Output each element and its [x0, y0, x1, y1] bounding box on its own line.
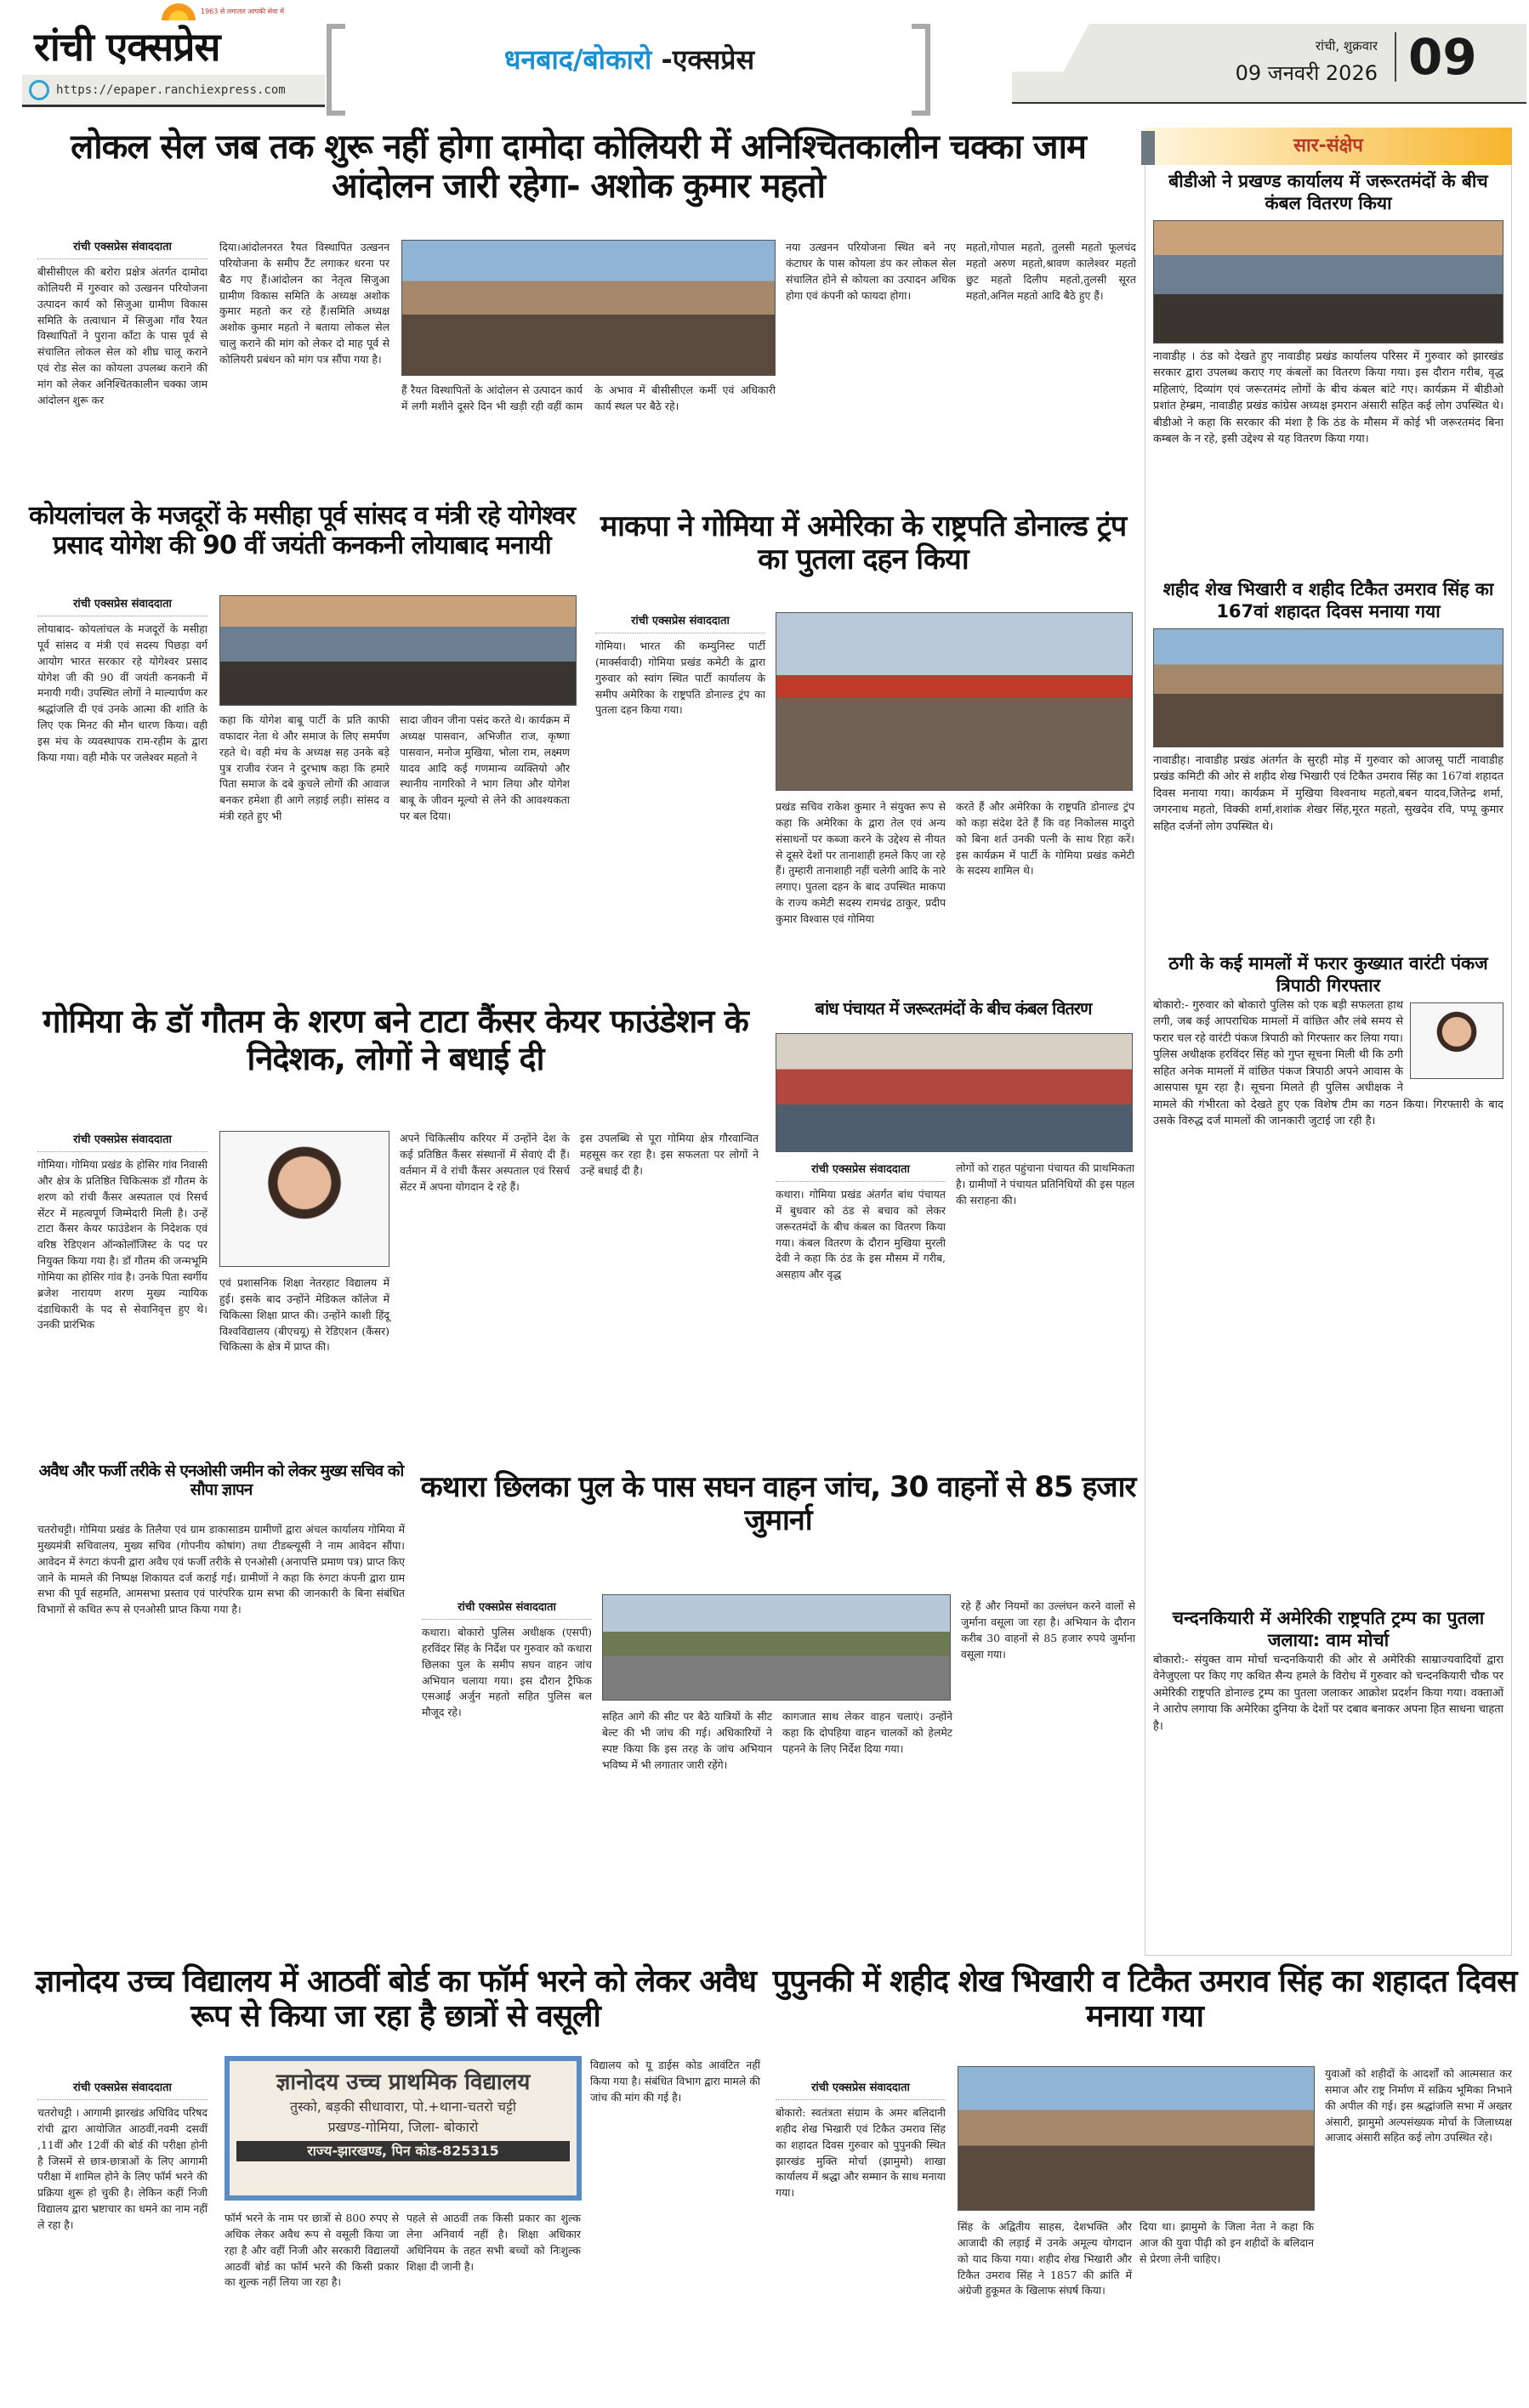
- article-5-photo: [776, 1033, 1133, 1152]
- sidebar-item-4-text: बोकारो:- संयुक्त वाम मोर्चा चन्दनकियारी की ओर से अमेरिकी साम्राज्यवादियों द्वारा वेनेजुएला पर किए गए कथित सैन्य हमले के विरोध में गुरुवार को चन्दनकियारी चौक पर अमेरिकी राष्ट्रपति डोनाल्ड ट्रम्प का पुतला जलाकर आक्रोश प्रदर्शन किया गया। वक्ताओं ने आरोप लगाया कि अमेरिका दुनिया के देशों पर दबाव बनाकर अपना हित साधना चाहता है।: [1153, 1653, 1503, 1733]
- city-day: रांची, शुक्रवार: [1315, 38, 1378, 54]
- article-3-photo: [776, 612, 1133, 791]
- article-6-text-4: रहे हैं और नियमों का उल्लंघन करने वालों से जुर्माना वसूला जा रहा है। अभियान के दौरान करीब 30 वाहनों से 85 हजार रुपये जुर्माना वसूला गया।: [961, 1599, 1135, 1661]
- article-2-col1: [37, 595, 207, 766]
- article-9-text-3: दिया था। झामुमो के जिला नेता ने कहा कि आज की युवा पीढ़ी को इन शहीदों के बलिदान से प्रेरणा लेनी चाहिए।: [1140, 2220, 1314, 2265]
- article-8-col1: [37, 2079, 207, 2234]
- sidebar-item-2: [1153, 578, 1503, 835]
- article-8-byline: रांची एक्सप्रेस संवाददाता: [37, 2079, 207, 2100]
- article-3-text-2: प्रखंड सचिव राकेश कुमार ने संयुक्त रूप से कहा कि अमेरिका के द्वारा तेल एवं अन्य संसाधनों पर कब्जा करने के उद्देश्य से नीयत से दूसरे देशों पर तानाशाही हमले किए जा रहे हैं। तुम्हारी तानाशाही नहीं चलेगी आदि के नारे लगाए। पुतला दहन के बाद उपस्थित माकपा के राज्य कमेटी सदस्य रामचंद्र ठाकुर, प्रदीप कुमार विश्वास एवं गोमिया: [776, 800, 946, 925]
- touch-link-icon: [29, 80, 49, 100]
- article-1-text-5: महतो,गोपाल महतो, तुलसी महतो फूलचंद महतो अरुण महतो,श्रावण कालेश्वर महतो छुट महतो दिलीप महतो,तुलसी सूरत महतो,अनिल महतो आदि बैठे हुए हैं।: [966, 241, 1136, 302]
- article-1-text-2: दिया।आंदोलनरत रैयत विस्थापित उत्खनन परियोजना के समीप टैंट लगाकर धरना पर बैठ गए हैं।आंदोलन का नेतृत्व सिजुआ ग्रामीण विकास समिति के अध्यक्ष अशोक कुमार महतो कर रहे हैं।समिति अध्यक्ष अशोक कुमार महतो ने बताया लोकल सेल चालु कराने की मांग को लेकर दो माह पूर्व से कोलियरी प्रबंधन को मांग पत्र सौंपा गया है।: [219, 241, 389, 366]
- article-1-photo: [401, 240, 776, 376]
- article-4-col1: [37, 1131, 207, 1333]
- article-5-headline[interactable]: बांध पंचायत में जरूरतमंदों के बीच कंबल वितरण: [815, 998, 1092, 1019]
- article-6-photo: [602, 1594, 951, 1701]
- issue-date: 09 जनवरी 2026: [1235, 61, 1378, 85]
- article-6-byline: रांची एक्सप्रेस संवाददाता: [422, 1599, 592, 1620]
- article-4-text-1: गोमिया। गोमिया प्रखंड के होसिर गांव निवासी और क्षेत्र के प्रतिष्ठित चिकित्सक डॉ गौतम के शरण को रांची कैंसर अस्पताल एवं रिसर्च सेंटर में महत्वपूर्ण जिम्मेदारी मिली है। उन्हें टाटा कैंसर केयर फाउंडेशन के निदेशक एवं वरिष्ठ रेडिएशन ऑन्कोलॉजिस्ट के पद पर नियुक्त किया गया है। डॉ गौतम की जन्मभूमि गोमिया का होसिर गांव है। उनके पिता स्वर्गीय ब्रजेश नारायण शरण मुख्य न्यायिक दंडाधिकारी के पद से सेवानिवृत्त हुए थे। उनकी प्रारंभिक: [37, 1158, 207, 1332]
- article-1-byline: रांची एक्सप्रेस संवाददाता: [37, 238, 207, 259]
- bracket-right-decoration: [912, 24, 930, 116]
- article-4-headline[interactable]: गोमिया के डॉ गौतम के शरण बने टाटा कैंसर केयर फाउंडेशन के निदेशक, लोगों ने बधाई दी: [43, 1002, 748, 1077]
- sidebar-item-3-headline[interactable]: ठगी के कई मामलों में फरार कुख्यात वारंटी पंकज त्रिपाठी गिरफ्तार: [1168, 953, 1488, 997]
- sidebar-item-3: [1153, 952, 1503, 1130]
- sidebar-item-3-photo: [1410, 1002, 1503, 1079]
- article-1-col1: [37, 238, 207, 409]
- article-9-headline[interactable]: पुपुनकी में शहीद शेख भिखारी व टिकैत उमराव सिंह का शहादत दिवस मनाया गया: [772, 1964, 1517, 2035]
- newspaper-logo[interactable]: रांची एक्सप्रेस: [34, 24, 220, 70]
- article-8-text-4: विद्यालय को यू डाईस कोड आवंटित नहीं किया गया है। संबंधित विभाग द्वारा मामले की जांच की मांग की गई है।: [590, 2059, 760, 2104]
- sidebar-item-1-photo: [1153, 220, 1503, 344]
- article-7-text: चतरोचट्टी। गोमिया प्रखंड के तिलैया एवं ग्राम डाकासाडम ग्रामीणों द्वारा अंचल कार्यालय गोमिया में मुख्यमंत्री सचिवालय, मुख्य सचिव (गोपनीय कोषांग) तथा टीडब्ल्यूसी ने नाम आवेदन सौंपा। आवेदन में रुंगटा कंपनी द्वारा अवैध एवं फर्जी तरीके से एनओसी (अनापत्ति प्रमाण पत्र) प्राप्त किए जाने के मामले की निष्पक्ष शिकायत दर्ज कराई गई। ग्रामीणों ने कहा कि रुंगटा कंपनी द्वारा ग्राम सभा की पूर्व सहमति, आमसभा प्रस्ताव एवं पारंपरिक ग्राम सभा की जानकारी के बिना संबंधित विभागों से कथित रूप से एनओसी प्राप्त किया गया है।: [37, 1523, 405, 1616]
- logo-sun-icon: [162, 3, 196, 20]
- sidebar-item-4: [1153, 1607, 1503, 1735]
- sidebar-item-1-headline[interactable]: बीडीओ ने प्रखण्ड कार्यालय में जरूरतमंदों के बीच कंबल वितरण किया: [1168, 171, 1488, 214]
- article-9-col1: [776, 2079, 946, 2201]
- article-6-headline[interactable]: कथारा छिलका पुल के पास सघन वाहन जांच, 30 वाहनों से 85 हजार जुमार्ना: [420, 1470, 1136, 1538]
- sidebar-item-1-text: नावाडीह । ठंड को देखते हुए नावाडीह प्रखंड कार्यालय परिसर में गुरुवार को झारखंड सरकार द्वारा उपलब्ध कराए गए कंबलों का वितरण किया गया। इस दौरान गरीब, वृद्ध महिलाएं, दिव्यांग एवं जरूरतमंद लोगों के बीच कंबल बांटे गए। कार्यक्रम में बीडीओ प्रशांत हेम्ब्रम, नावाडीह प्रखंड कांग्रेस अध्यक्ष इमरान अंसारी सहित कई लोग उपस्थित थे। बीडीओ ने कहा कि सरकार की मंशा है कि ठंड के मौसम में कोई भी जरूरतमंद बिना कम्बल के न रहे, इसी उद्देश्य से यह वितरण किया गया।: [1153, 349, 1503, 446]
- school-board-name: ज्ञानोदय उच्च प्राथमिक विद्यालय: [276, 2070, 531, 2095]
- school-board-block: प्रखण्ड-गोमिया, जिला- बोकारो: [327, 2119, 479, 2135]
- article-5-byline: रांची एक्सप्रेस संवाददाता: [776, 1161, 946, 1182]
- article-4-portrait-photo: [219, 1131, 389, 1267]
- school-board-address: तुस्को, बड़की सीधावारा, पो.+थाना-चतरो चट्टी: [289, 2098, 517, 2115]
- article-9-text-4: युवाओं को शहीदों के आदर्शों को आत्मसात कर समाज और राष्ट्र निर्माण में सक्रिय भूमिका निभाने की अपील की गई। इस श्रद्धांजलि सभा में अख्तर अंसारी, झामुमो अल्पसंख्यक मोर्चा के जिलाध्यक्ष आजाद अंसारी सहित कई लोग उपस्थित रहे।: [1325, 2067, 1512, 2144]
- article-1-text-4: नया उत्खनन परियोजना स्थित बने नए कंटाघर के पास कोयला डंप कर लोकल सेल संचालित होने से कोयला का उत्पादन अधिक होगा एवं कंपनी को फायदा होगा।: [786, 241, 956, 302]
- article-8-text-1: चतरोचट्टी । आगामी झारखंड अधिविद परिषद रांची द्वारा आयोजित आठवीं,नवमी दसवीं ,11वीं और 12वीं की बोर्ड की परीक्षा होनी है जिसमें से छात्र-छात्राओं के लिए आगामी परीक्षा में शामिल होने के लिए फॉर्म भरने की प्रक्रिया शुरू हो चुकी है। लेकिन कहीं निजी विद्यालय द्वारा भ्रष्टाचार का धमने का नाम नहीं ले रहा है।: [37, 2106, 207, 2231]
- sidebar-header: सार-संक्षेप: [1145, 128, 1512, 165]
- page-number: 09: [1395, 32, 1477, 82]
- article-2-headline[interactable]: कोयलांचल के मजदूरों के मसीहा पूर्व सांसद व मंत्री रहे योगेश्वर प्रसाद योगेश की 90 वीं जयंती कनकनी लोयाबाद मनायी: [29, 501, 575, 560]
- article-6-text-2: सहित आगे की सीट पर बैठे यात्रियों के सीट बेल्ट की भी जांच की गई। अधिकारियों ने स्पष्ट किया कि इस तरह के जांच अभियान भविष्य में भी लगातार जारी रहेंगे।: [602, 1710, 772, 1771]
- sidebar-item-2-headline[interactable]: शहीद शेख भिखारी व शहीद टिकैत उमराव सिंह का 167वां शहादत दिवस मनाया गया: [1162, 579, 1494, 622]
- article-3-text-1: गोमिया। भारत की कम्युनिस्ट पार्टी (मार्क्सवादी) गोमिया प्रखंड कमेटी के द्वारा गुरुवार को स्वांग स्थित पार्टी कार्यालय के समीप अमेरिका के राष्ट्रपति डोनाल्ड ट्रंप का पुतला दहन किया गया।: [595, 639, 765, 717]
- article-4-text-3: अपने चिकित्सीय करियर में उन्होंने देश के कई प्रतिष्ठित कैंसर संस्थानों में सेवाएं दी हैं। वर्तमान में वे रांची कैंसर अस्पताल एवं रिसर्च सेंटर में अपना योगदान दे रहे हैं।: [400, 1132, 570, 1193]
- sidebar-item-3-text: बोकारो:- गुरुवार को बोकारो पुलिस को एक बड़ी सफलता हाथ लगी, जब कई आपराधिक मामलों में वांछित और लंबे समय से फरार चल रहे वारंटी पंकज त्रिपाठी को गिरफ्तार कर लिया गया। पुलिस अधीक्षक हरविंदर सिंह को गुप्त सूचना मिली थी कि ठगी सहित अनेक मामलों में वांछित पंकज त्रिपाठी अपने आवास के आसपास घूम रहा है। सूचना मिलते ही पुलिस अधीक्षक ने मामले की गंभीरता को देखते हुए एक विशेष टीम का गठन किया। गिरफ्तारी के बाद उसके विरुद्ध दर्ज मामलों की जानकारी जुटाई जा रही है।: [1153, 998, 1503, 1127]
- epaper-url-bar[interactable]: [22, 75, 325, 107]
- logo-tagline: 1963 से लगातार आपकी सेवा में: [201, 8, 285, 15]
- article-2-text-2: कहा कि योगेश बाबू पार्टी के प्रति काफी वफादार नेता थे और समाज के लिए समर्पण रहते थे। वही मंच के अध्यक्ष सह उनके बड़े पुत्र राजीव रंजन ने दुरभाष कहा कि हमारे पिता समाज के दबे कुचले लोगों की आवाज बनकर हमेशा ही आगे लड़ाई लड़ी। सांसद व मंत्री रहते हुए भी: [219, 713, 389, 823]
- article-2-byline: रांची एक्सप्रेस संवाददाता: [37, 595, 207, 616]
- article-8-headline[interactable]: ज्ञानोदय उच्च विद्यालय में आठवीं बोर्ड का फॉर्म भरने को लेकर अवैध रूप से किया जा रहा है छात्रों से वसूली: [34, 1964, 757, 2035]
- article-4-text-2: एवं प्रशासनिक शिक्षा नेतरहाट विद्यालय में हुई। इसके बाद उन्होंने मेडिकल कॉलेज में चिकित्सा शिक्षा प्राप्त की। उन्होंने काशी हिंदू विश्वविद्यालय (बीएचयू) से रेडिएशन (कैंसर) चिकित्सा के क्षेत्र में प्राप्त की।: [219, 1276, 389, 1354]
- article-6-text-1: कथारा। बोकारो पुलिस अधीक्षक (एसपी) हरविंदर सिंह के निर्देश पर गुरुवार को कथारा छिलका पुल के समीप सघन वाहन जांच अभियान चलाया गया। इस दौरान ट्रैफिक एसआई अर्जुन महतो सहित पुलिस बल मौजूद रहे।: [422, 1626, 592, 1719]
- article-5-col1: [776, 1161, 946, 1283]
- school-board-photo: [225, 2056, 582, 2201]
- article-7-headline[interactable]: अवैध और फर्जी तरीके से एनओसी जमीन को लेकर मुख्य सचिव को सौपा ज्ञापन: [38, 1462, 404, 1499]
- article-2-text-3: सादा जीवन जीना पसंद करते थे। कार्यक्रम में अध्यक्ष पासवान, अभिजीत राज, कृष्णा पासवान, मनोज मुखिया, भोला राम, लक्ष्मण यादव आदि कई गणमान्य व्यक्तियो और स्थानीय नागरिको ने भाग लिया और योगेश बाबू के जीवन मूल्यो से लेने की आवश्यकता पर बल दिया।: [400, 713, 570, 823]
- article-2-text-1: लोयाबाद- कोयलांचल के मजदूरों के मसीहा पूर्व सांसद व मंत्री एवं सदस्य पिछड़ा वर्ग आयोग भारत सरकार रहे योगेश्वर प्रसाद योगेश जी की 90 वीं जयंती कनकनी में मनायी गयी। उपस्थित लोगों ने माल्यार्पण कर श्रद्धांजलि दी एवं उनके आत्मा की शांति के लिए एक मिनट की मौन धारण किया। वही इस मंच के व्यवस्थापक राम-रहीम के द्वारा किया गया। वही मौके पर जलेश्वर महतो ने: [37, 622, 207, 764]
- article-5-text-1: कथारा। गोमिया प्रखंड अंतर्गत बांध पंचायत में बुधवार को ठंड से बचाव को लेकर जरूरतमंदों के बीच कंबल का वितरण किया गया। कंबल वितरण के दौरान मुखिया मुरली देवी ने कहा कि ठंड के इस मौसम में गरीब, असहाय और वृद्ध: [776, 1188, 946, 1281]
- article-6-col1: [422, 1599, 592, 1721]
- sidebar-item-4-headline[interactable]: चन्दनकियारी में अमेरिकी राष्ट्रपति ट्रम्प का पुतला जलाया: वाम मोर्चा: [1172, 1608, 1485, 1651]
- sidebar-item-2-photo: [1153, 628, 1503, 747]
- article-8-text-2: फॉर्म भरने के नाम पर छात्रों से 800 रुपए से अधिक लेकर अवैध रूप से वसूली किया जा रहा है और वहीं निजी और सरकारी विद्यालयों आठवीं बोर्ड का फॉर्म भरने की किसी प्रकार का शुल्क नहीं लिया जा रहा है।: [225, 2212, 399, 2289]
- article-3-text-3: करते हैं और अमेरिका के राष्ट्रपति डोनाल्ड ट्रंप को कड़ा संदेश देते हैं कि वह निकोलस मादुरो को बिना शर्त उनकी पत्नी के साथ रिहा करें। इस कार्यक्रम में पार्टी के गोमिया प्रखंड कमेटी के सदस्य शामिल थे।: [956, 800, 1134, 877]
- article-3-col1: [595, 612, 765, 718]
- article-5-text-2: लोगों को राहत पहुंचाना पंचायत की प्राथमिकता है। ग्रामीणों ने पंचायत प्रतिनिधियों की इस पहल की सराहना की।: [956, 1161, 1134, 1207]
- article-9-text-1: बोकारो: स्वतंत्रता संग्राम के अमर बलिदानी शहीद शेख भिखारी एवं टिकैत उमराव सिंह का शहादत दिवस गुरुवार को पुपुनकी स्थित झारखंड मुक्ति मोर्चा (झामुमो) शाखा कार्यालय में श्रद्धा और सम्मान के साथ मनाया गया।: [776, 2106, 946, 2200]
- article-4-byline: रांची एक्सप्रेस संवाददाता: [37, 1131, 207, 1152]
- article-9-photo: [958, 2066, 1315, 2211]
- epaper-url[interactable]: https://epaper.ranchiexpress.com: [56, 82, 286, 97]
- article-3-byline: रांची एक्सप्रेस संवाददाता: [595, 612, 765, 633]
- sidebar-item-1: [1153, 170, 1503, 448]
- section-suffix: -एक्सप्रेस: [661, 43, 755, 76]
- article-4-text-4: इस उपलब्धि से पूरा गोमिया क्षेत्र गौरवान्वित महसूस कर रहा है। इस सफलता पर लोगों ने उन्हें बधाई दी है।: [580, 1132, 759, 1177]
- article-1-text-1: बीसीसीएल की बरोरा प्रक्षेत्र अंतर्गत दामोदा कोलियरी में गुरुवार को उत्खनन परियोजना उत्पादन कार्य को सिजुआ ग्रामीण विकास समिति के तत्वाधान में सिजुआ गाँव रैयत विस्थापितों ने पुराना काँटा के पास पूर्व से संचालित लोकल सेल को शीघ्र चालू कराने एवं रोड सेल का कोयला उपलब्ध कराने की मांग को लेकर अनिश्चितकालीन चक्का जाम आंदोलन शुरू कर: [37, 265, 207, 406]
- article-9-text-2: सिंह के अद्वितीय साहस, देशभक्ति और आजादी की लड़ाई में उनके अमूल्य योगदान को याद किया गया। शहीद शेख भिखारी और टिकैत उमराव सिंह ने 1857 की क्रांति में अंग्रेजी हुकूमत के खिलाफ संघर्ष किया।: [958, 2220, 1132, 2297]
- section-city: धनबाद/बोकारो: [503, 43, 652, 76]
- article-1-text-3: हैं रैयत विस्थापितों के आंदोलन से उत्पादन कार्य में लगी मशीने दूसरे दिन भी खड़ी रही वहीं काम के अभाव में बीसीसीएल कर्मी एवं अधिकारी कार्य स्थल पर बैठे रहे।: [401, 383, 776, 412]
- article-9-byline: रांची एक्सप्रेस संवाददाता: [776, 2079, 946, 2100]
- article-3-headline[interactable]: माकपा ने गोमिया में अमेरिका के राष्ट्रपति डोनाल्ड ट्रंप का पुतला दहन किया: [600, 509, 1127, 577]
- article-8-text-3: पहले से आठवीं तक किसी प्रकार का शुल्क लेना अनिवार्य नहीं है। शिक्षा अधिकार अधिनियम के तहत सभी बच्चों को निःशुल्क शिक्षा दी जानी है।: [406, 2212, 581, 2273]
- section-title: [357, 43, 901, 77]
- bracket-left-decoration: [327, 24, 345, 116]
- sidebar-item-2-text: नावाडीह। नावाडीह प्रखंड अंतर्गत के सुरही मोड़ में गुरुवार को आजसू पार्टी नावाडीह प्रखंड कमिटी की ओर से शहीद शेख भिखारी एवं टिकैत उमराव सिंह का 167वां शहादत दिवस मनाया गया। कार्यक्रम में मुखिया विश्वनाथ महतो,बबन यादव,जितेन्द्र शर्मा, जगरनाथ महतो, विक्की शर्मा,शशांक शेखर सिंह,मूरत महतो, सुखदेव रवि, पप्पू कुमार सहित दर्जनों लोग उपस्थित थे।: [1153, 753, 1503, 833]
- article-1-headline[interactable]: लोकल सेल जब तक शुरू नहीं होगा दामोदा कोलियरी में अनिश्चितकालीन चक्का जाम आंदोलन जारी रहेगा- अशोक कुमार महतो: [71, 128, 1086, 206]
- article-2-photo: [219, 595, 577, 706]
- article-6-text-3: कागजात साथ लेकर वाहन चलाएं। उन्होंने कहा कि दोपहिया वाहन चालकों को हेलमेट पहनने के लिए निर्देश दिया गया।: [782, 1710, 952, 1755]
- school-board-state: राज्य-झारखण्ड, पिन कोड-825315: [236, 2141, 570, 2161]
